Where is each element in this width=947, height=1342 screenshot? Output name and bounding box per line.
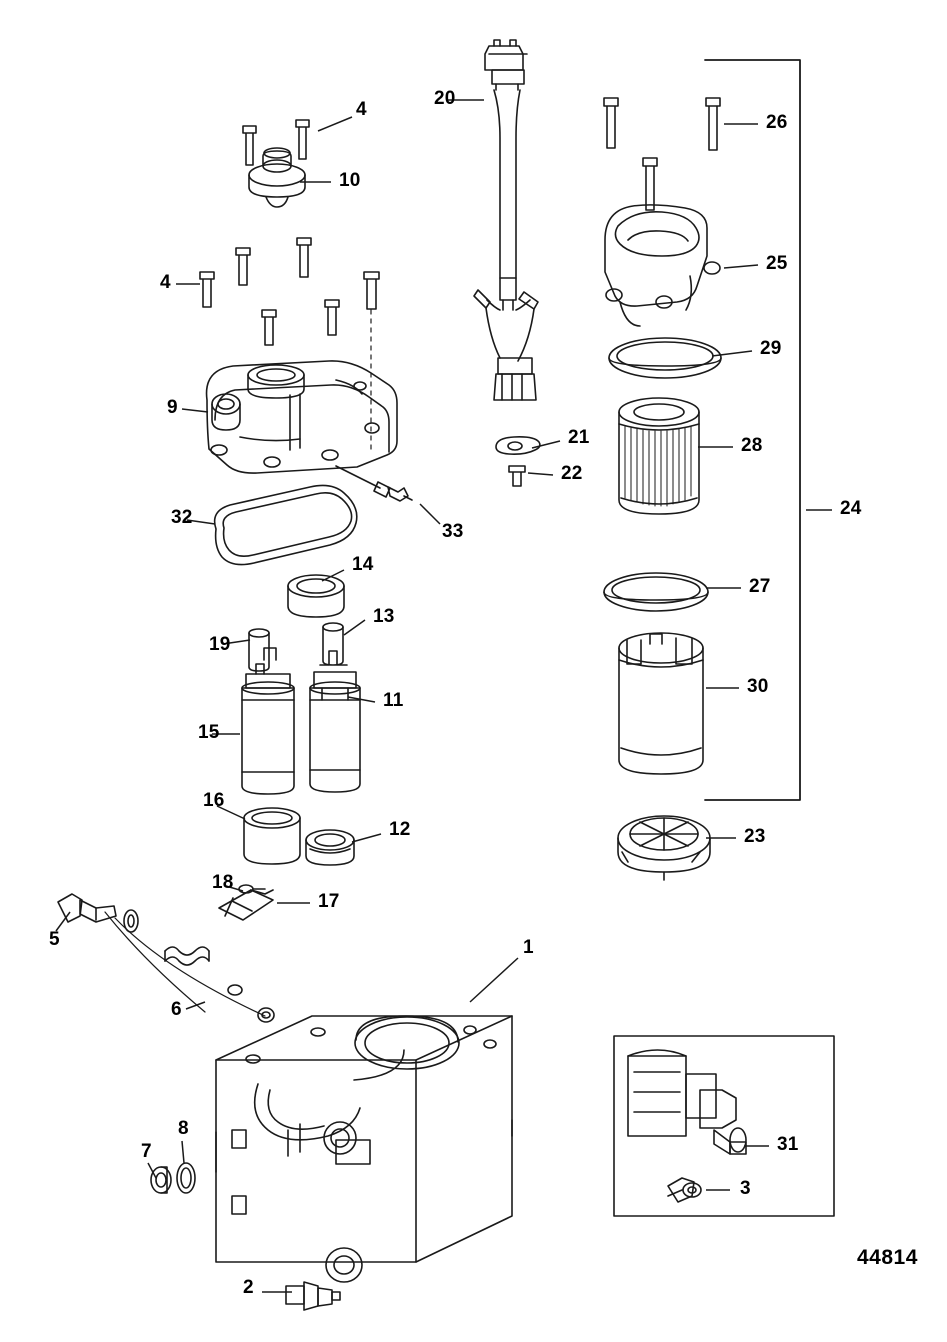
leader-line-8 [182, 1141, 184, 1163]
part-13-spacer [323, 623, 343, 665]
leader-line-25 [724, 265, 758, 268]
callout-19: 19 [209, 634, 231, 655]
callout-33: 33 [442, 521, 464, 542]
callout-31: 31 [777, 1134, 799, 1155]
part-31-inset [628, 1050, 746, 1154]
callout-11: 11 [383, 690, 404, 711]
inset-box [614, 1036, 834, 1216]
callout-30: 30 [747, 676, 769, 697]
part-22-screw [509, 466, 525, 486]
callout-32: 32 [171, 507, 193, 528]
callout-7: 7 [141, 1141, 152, 1162]
leader-line-4 [318, 117, 352, 131]
callout-15: 15 [198, 722, 220, 743]
part-30-filter-cup [619, 633, 703, 774]
callout-16: 16 [203, 790, 225, 811]
leader-line-33 [420, 504, 440, 524]
callout-3: 3 [740, 1178, 751, 1199]
part-8-oring [177, 1163, 195, 1193]
part-14-filter-cap [288, 575, 344, 617]
callout-28: 28 [741, 435, 763, 456]
callout-25: 25 [766, 253, 788, 274]
callout-20: 20 [434, 88, 456, 109]
leader-line-22 [528, 473, 553, 475]
callout-14: 14 [352, 554, 374, 575]
part-23-retainer-cap [618, 816, 710, 880]
part-3-inset [668, 1178, 701, 1202]
part-16-pump-cup [244, 808, 300, 864]
part-1-separator-body [216, 1016, 512, 1282]
callout-27: 27 [749, 576, 771, 597]
part-18-screw [239, 885, 265, 893]
leader-line-9 [182, 409, 208, 412]
callout-2: 2 [243, 1277, 254, 1298]
callout-12: 12 [389, 819, 411, 840]
part-26-bolts [604, 98, 720, 210]
callout-22: 22 [561, 463, 583, 484]
callout-4: 4 [160, 272, 171, 293]
part-11-fuel-pump [310, 651, 360, 792]
callout-23: 23 [744, 826, 766, 847]
callout-6: 6 [171, 999, 182, 1020]
callout-24: 24 [840, 498, 862, 519]
part-17-float-bracket [219, 890, 273, 920]
part-5-fitting [58, 894, 116, 922]
part-32-cover-gasket [215, 485, 357, 564]
drawing-number: 44814 [857, 1246, 918, 1269]
leader-line-6 [186, 1002, 205, 1009]
part-29-oring-large [609, 338, 721, 378]
leader-line-21 [532, 441, 560, 448]
callout-29: 29 [760, 338, 782, 359]
part-10-pressure-regulator [249, 148, 305, 207]
part-25-filter-cover [605, 205, 720, 326]
callout-1: 1 [523, 937, 534, 958]
callout-17: 17 [318, 891, 340, 912]
leader-line-1 [470, 958, 518, 1002]
part-28-filter-element [619, 398, 699, 514]
part-12-seal [306, 830, 354, 865]
part-2-drain-plug [286, 1282, 340, 1310]
part-21-washer [496, 437, 540, 454]
leader-line-13 [344, 620, 365, 635]
callout-5: 5 [49, 929, 60, 950]
part-7-plug [151, 1167, 171, 1193]
callout-21: 21 [568, 427, 590, 448]
callout-8: 8 [178, 1118, 189, 1139]
callout-18: 18 [212, 872, 234, 893]
leader-line-12 [352, 834, 381, 842]
part-27-oring-small [604, 573, 708, 611]
callout-26: 26 [766, 112, 788, 133]
callout-4: 4 [356, 99, 367, 120]
part-20-wiring-harness [474, 40, 538, 400]
callout-13: 13 [373, 606, 395, 627]
callout-9: 9 [167, 397, 178, 418]
part-4-bolts-cover [200, 238, 379, 345]
part-6-spring-assembly [105, 910, 274, 1022]
callout-10: 10 [339, 170, 361, 191]
part-9-module-cover [207, 361, 397, 473]
